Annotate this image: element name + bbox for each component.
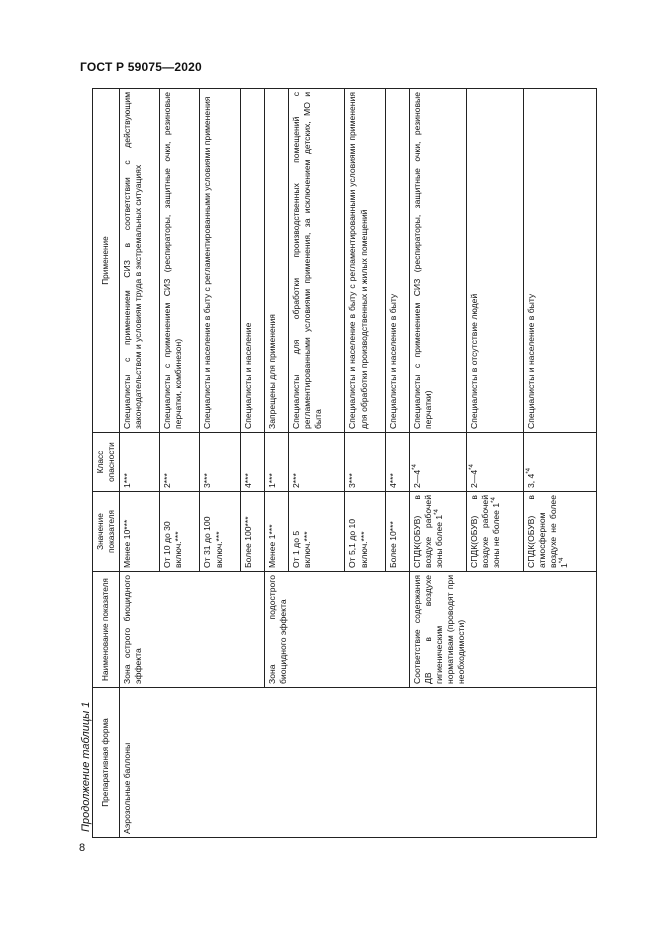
indicator-name-cell: Зона подострого биоцидного эффекта xyxy=(264,572,409,688)
value-cell: От 1 до 5 включ.*** xyxy=(288,492,345,572)
hazard-class-cell xyxy=(466,433,523,492)
hazard-class-cell xyxy=(409,433,466,492)
hazard-class-cell: 2*** xyxy=(288,433,345,492)
hazard-class-cell: 1*** xyxy=(264,433,288,492)
value-cell: От 10 до 30 включ.*** xyxy=(159,492,199,572)
hazard-class-cell: 2*** xyxy=(159,433,199,492)
hazard-class-cell: 1*** xyxy=(119,433,159,492)
hazard-footnote: *4 xyxy=(411,464,418,470)
value-footnote: *4 xyxy=(434,509,441,515)
indicator-name-cell: Зона острого биоцидного эффекта xyxy=(119,572,264,688)
application-cell: Специалисты с применением СИЗ в соответствии с действующим законодательством и условиям труда в экстремальных ситуациях xyxy=(119,89,159,433)
application-cell: Специалисты с применением СИЗ (респираторы, защитные очки, резиновые перчатки) xyxy=(409,89,466,433)
hazard-class-cell: 4*** xyxy=(240,433,264,492)
value-text: СПДК(ОБУВ) в атмосферном воздухе не более 1 xyxy=(525,495,570,568)
hazard-text: 3, 4 xyxy=(525,473,536,488)
column-header: Наименование показателя xyxy=(93,572,120,688)
hazard-class-cell xyxy=(523,433,596,492)
application-cell: Запрещены для применения xyxy=(264,89,288,433)
hazard-footnote: *4 xyxy=(525,467,532,474)
value-cell: Менее 1*** xyxy=(264,492,288,572)
table-caption: Продолжение таблицы 1 xyxy=(80,701,92,832)
hazard-text: 2—4 xyxy=(468,469,479,488)
hazard-class-cell: 3*** xyxy=(200,433,240,492)
value-cell xyxy=(409,492,466,572)
value-footnote: *4 xyxy=(559,557,566,564)
column-header: Значение показателя xyxy=(93,492,120,572)
page-number: 8 xyxy=(79,842,86,854)
column-header: Препаративная форма xyxy=(93,688,120,838)
value-text: СПДК(ОБУВ) в воздухе рабочей зоны более 1 xyxy=(411,495,445,568)
application-cell: Специалисты и население в быту с регламентированными условиями применения для обработки производственных и жилых помещений xyxy=(345,89,385,433)
value-cell xyxy=(523,492,596,572)
table-header-row xyxy=(93,89,120,838)
application-cell: Специалисты и население в быту xyxy=(385,89,409,433)
hazard-footnote: *4 xyxy=(468,464,475,470)
value-cell: От 31 до 100 включ.*** xyxy=(200,492,240,572)
application-cell: Специалисты в отсутствие людей xyxy=(466,89,523,433)
value-footnote: *4 xyxy=(491,497,498,503)
column-header: Применение xyxy=(93,89,120,433)
indicator-name-cell: Соответствие содержания ДВ в воздухе гигиеническим нормативам (проводят при необходимости) xyxy=(409,572,596,688)
value-cell: От 5,1 до 10 включ.*** xyxy=(345,492,385,572)
document-title: ГОСТ Р 59075—2020 xyxy=(80,60,202,74)
application-cell: Специалисты и население xyxy=(240,89,264,433)
application-cell: Специалисты с применением СИЗ (респираторы, защитные очки, резиновые перчатки, комбинезон) xyxy=(159,89,199,433)
value-cell: Менее 10*** xyxy=(119,492,159,572)
hazard-class-cell: 3*** xyxy=(345,433,385,492)
value-cell: Более 10*** xyxy=(385,492,409,572)
hazard-text: 2—4 xyxy=(411,469,422,488)
value-cell xyxy=(466,492,523,572)
data-table xyxy=(92,88,597,838)
value-text: СПДК(ОБУВ) в воздухе рабочей зоны не более 1 xyxy=(468,495,501,568)
column-header: Класс опасности xyxy=(93,433,120,492)
form-cell: Аэрозольные баллоны xyxy=(119,688,596,838)
table-row xyxy=(119,89,159,838)
application-cell: Специалисты и население в быту xyxy=(523,89,596,433)
hazard-class-cell: 4*** xyxy=(385,433,409,492)
rotated-table-container xyxy=(92,88,597,838)
application-cell: Специалисты для обработки производственных помещений с регламентированными условиями применения, за исключением детских, МО и быта xyxy=(288,89,345,433)
application-cell: Специалисты и население в быту с регламентированными условиями применения xyxy=(200,89,240,433)
value-cell: Более 100*** xyxy=(240,492,264,572)
